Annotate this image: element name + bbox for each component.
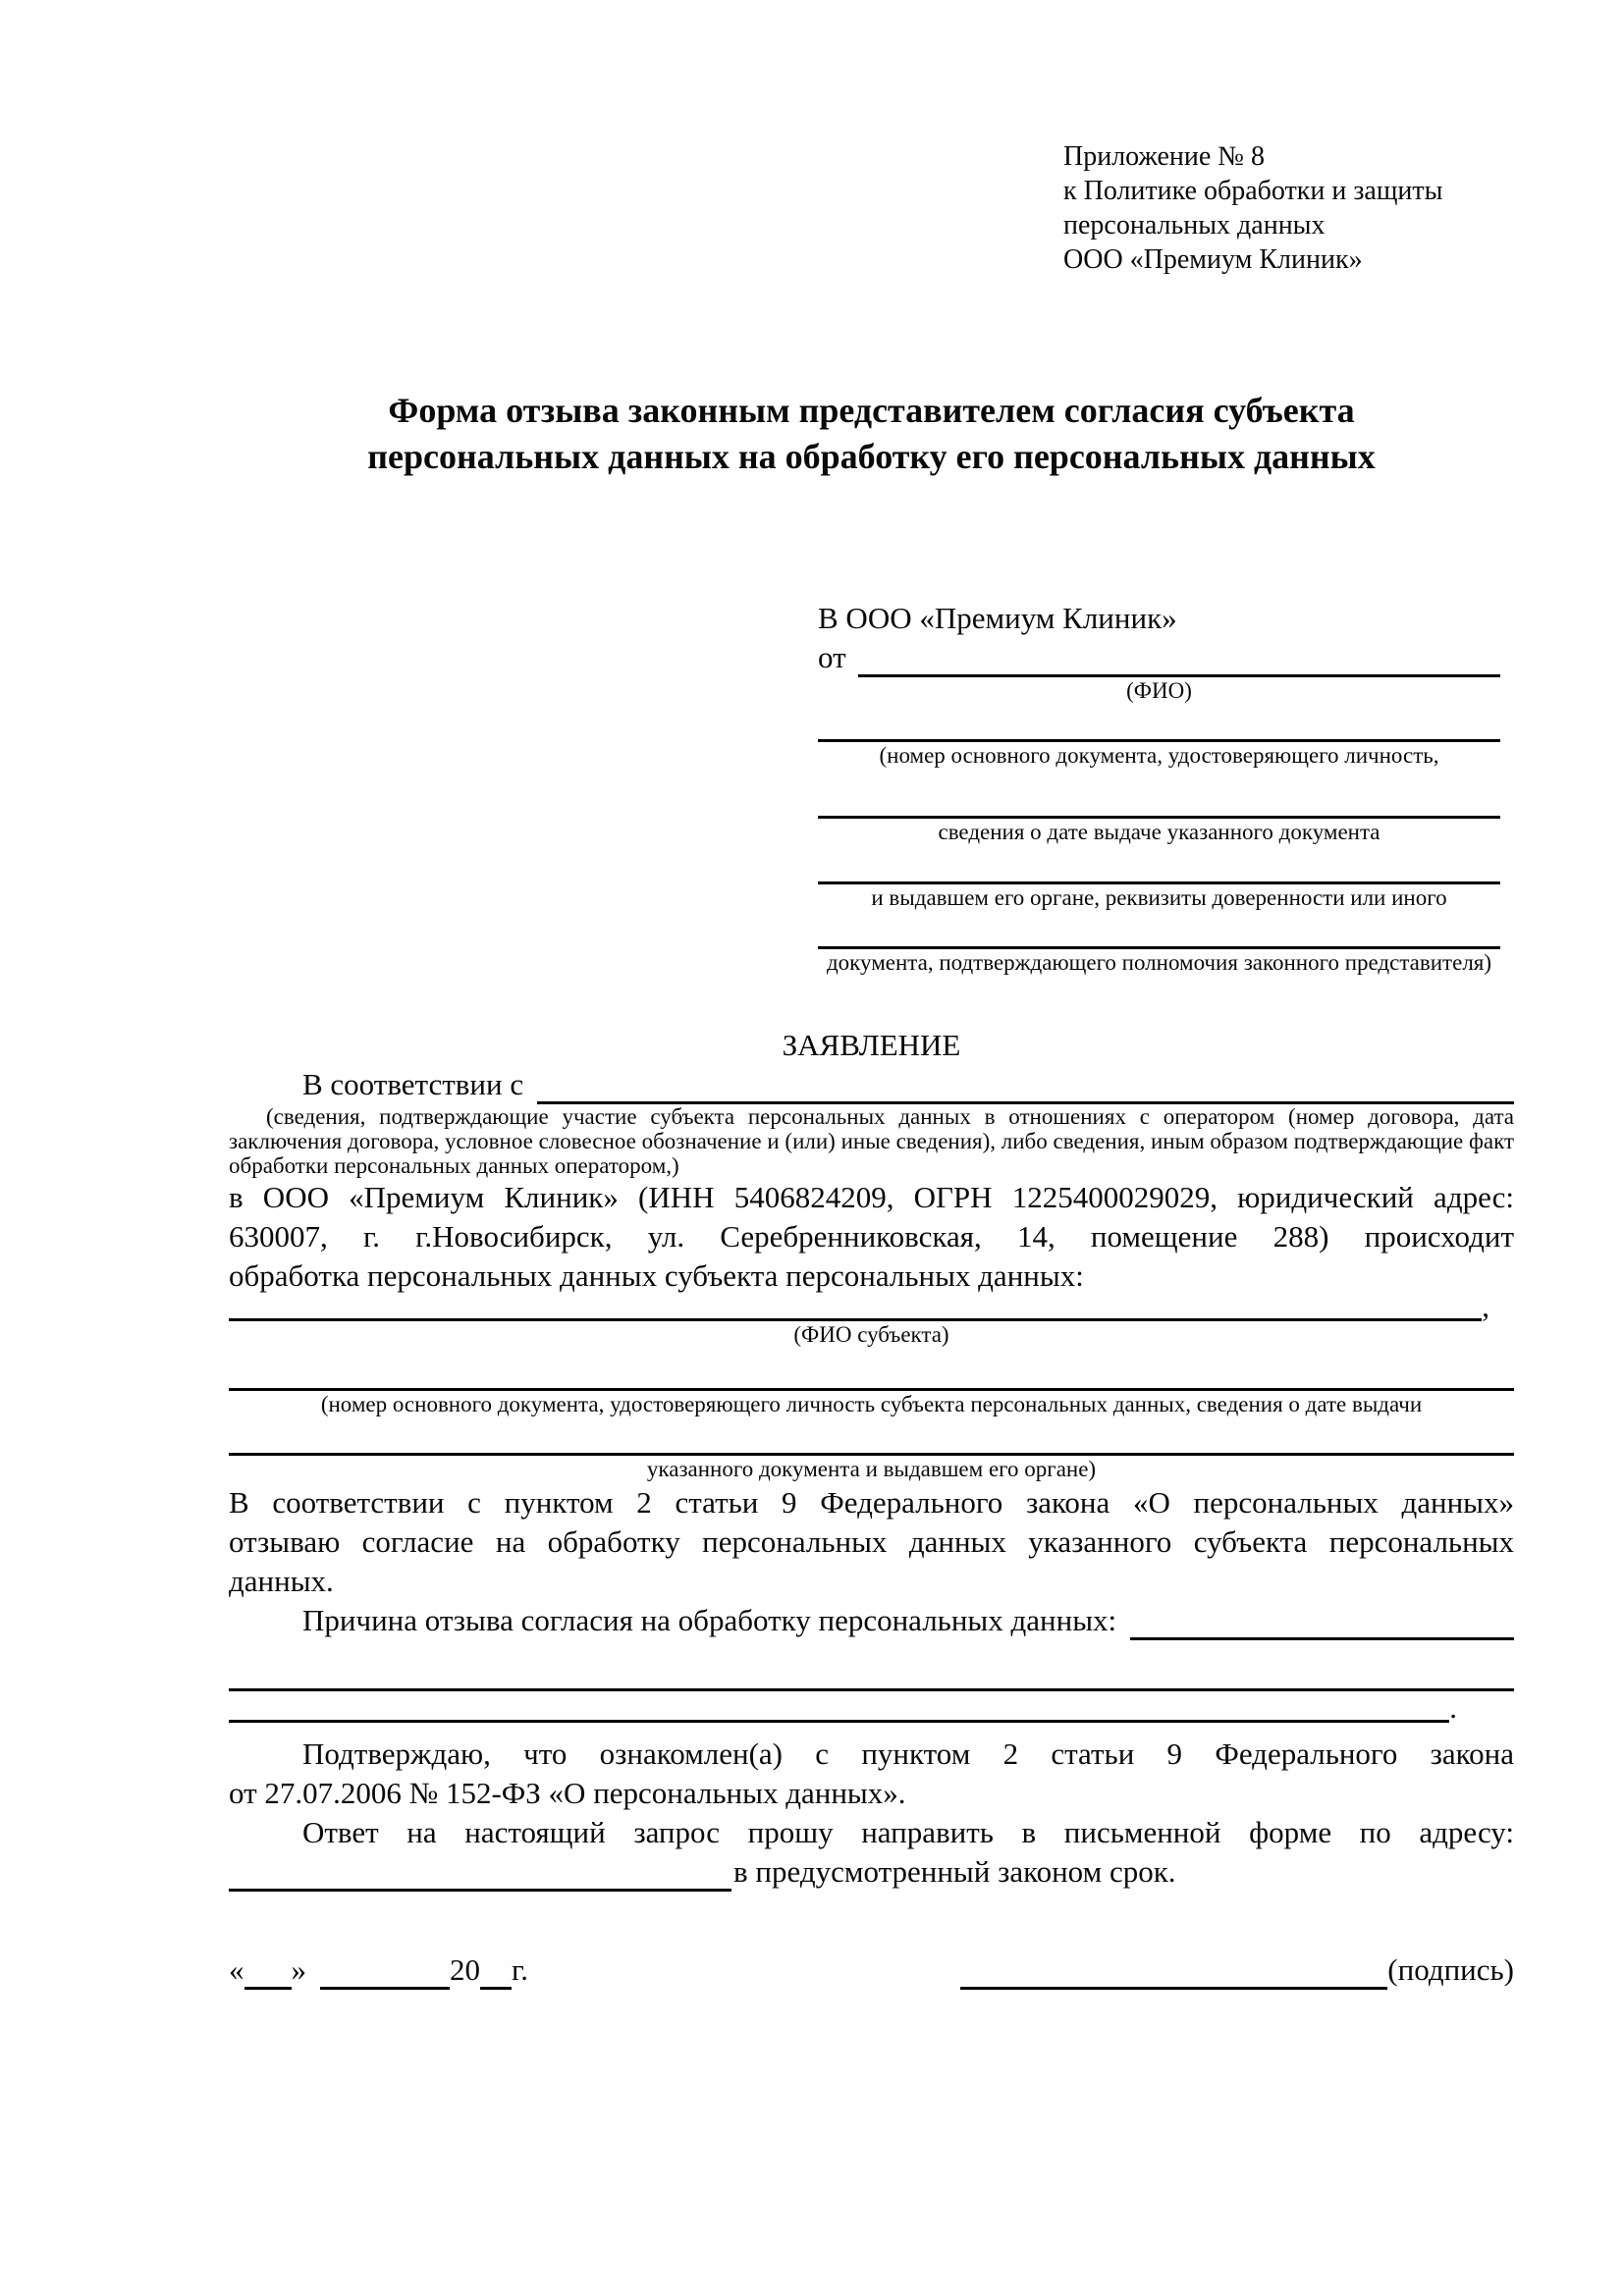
accordance-caption-line: (сведения, подтверждающие участие субъекта персональных данных в отношениях с оператором (номер договора, дата: [266, 1104, 1514, 1129]
date-day-blank: [244, 1987, 292, 1990]
accordance-caption: [229, 1104, 1514, 1178]
fio-caption: (ФИО): [1126, 678, 1192, 703]
date-quote-open: «: [229, 1952, 244, 1987]
appendix-line: Приложение № 8: [1063, 141, 1265, 172]
reply-paragraph-line: Ответ на настоящий запрос прошу направить в письменной форме по адресу:: [302, 1815, 1514, 1849]
reason-row: [229, 1601, 1514, 1640]
date-year-suffix: г.: [512, 1952, 528, 1987]
addressee-to-line: В ООО «Премиум Клиник»: [818, 601, 1177, 635]
operator-paragraph: [229, 1178, 1514, 1296]
accordance-caption-line: заключения договора, условное словесное обозначение и (или) иные сведения), либо сведения, иным образом подтверждающие факт: [229, 1129, 1514, 1153]
signature-blank-line: [960, 1987, 1387, 1990]
reason-blank-line-1: [229, 1640, 1514, 1691]
withdrawal-paragraph: [229, 1483, 1514, 1601]
document-title: Форма отзыва законным представителем согласия субъекта персональных данных на обработку его персональных данных: [367, 391, 1376, 476]
subject-line-comma: ,: [1482, 1289, 1489, 1323]
confirm-paragraph: [229, 1735, 1514, 1813]
footer-row: [229, 1950, 1514, 1990]
issuing-authority-line: [818, 846, 1500, 884]
confirm-paragraph-line: от 27.07.2006 № 152-ФЗ «О персональных данных».: [229, 1776, 906, 1810]
signature-caption: (подпись): [1387, 1952, 1514, 1987]
subject-document-line: [229, 1349, 1514, 1391]
operator-paragraph-line: в ООО «Премиум Клиник» (ИНН 5406824209, ОГРН 1225400029029, юридический адрес:: [229, 1180, 1514, 1214]
date-year-blank: [480, 1987, 512, 1990]
reply-fill-row: [229, 1852, 1514, 1892]
appendix-line: к Политике обработки и защиты: [1063, 176, 1443, 206]
subject-document-line-2: [229, 1418, 1514, 1456]
appendix-block: [1063, 139, 1514, 277]
confirm-paragraph-line: Подтверждаю, что ознакомлен(а) с пунктом 2 статьи 9 Федерального закона: [302, 1736, 1514, 1771]
field-caption: и выдавшем его органе, реквизиты доверенности или иного: [871, 885, 1447, 910]
accordance-row: [229, 1065, 1514, 1104]
date-month-blank: [320, 1987, 450, 1990]
operator-paragraph-line: 630007, г. г.Новосибирск, ул. Серебренниковская, 14, помещение 288) происходит: [229, 1219, 1514, 1254]
from-label: от: [818, 640, 846, 674]
reason-fill-line: [1130, 1637, 1514, 1640]
addressee-block: [818, 599, 1500, 977]
accordance-label: В соответствии с: [302, 1067, 524, 1101]
document-issue-date-line: [818, 770, 1500, 819]
reason-label: Причина отзыва согласия на обработку персональных данных:: [302, 1603, 1117, 1637]
withdrawal-paragraph-line: В соответствии с пунктом 2 статьи 9 Федерального закона «О персональных данных»: [229, 1485, 1514, 1520]
reply-address-line: [229, 1889, 731, 1892]
subject-fio-caption: (ФИО субъекта): [793, 1322, 949, 1347]
subject-fio-row: [229, 1289, 1514, 1323]
field-caption: документа, подтверждающего полномочия законного представителя): [826, 950, 1492, 975]
authority-confirmation-line: [818, 912, 1500, 949]
appendix-line: ООО «Премиум Клиник»: [1063, 244, 1363, 275]
reason-blank-line-2: [229, 1691, 1514, 1723]
date-year-prefix: 20: [450, 1952, 480, 1987]
appendix-line: персональных данных: [1063, 210, 1326, 240]
withdrawal-paragraph-line: отзываю согласие на обработку персональных данных указанного субъекта персональных: [229, 1524, 1514, 1559]
addressee-from-row: [818, 638, 1500, 677]
reply-suffix: в предусмотренный законом срок.: [733, 1854, 1176, 1889]
reason-period: .: [1449, 1690, 1457, 1725]
reason-fill-line-2: [229, 1720, 1449, 1723]
operator-paragraph-line: обработка персональных данных субъекта персональных данных:: [229, 1258, 1084, 1293]
subject-document-caption: (номер основного документа, удостоверяющего личность субъекта персональных данных, сведения о дате выдачи: [320, 1392, 1423, 1416]
field-caption: (номер основного документа, удостоверяющего личность,: [879, 743, 1439, 768]
statement-heading: ЗАЯВЛЕНИЕ: [782, 1028, 961, 1062]
date-quote-close: »: [291, 1952, 306, 1987]
accordance-caption-line: обработки персональных данных оператором,): [229, 1153, 679, 1178]
subject-document-caption-2: указанного документа и выдавшем его органе): [646, 1457, 1097, 1481]
field-caption: сведения о дате выдаче указанного документа: [938, 820, 1380, 844]
withdrawal-paragraph-line: данных.: [229, 1564, 334, 1598]
representative-document-line: [818, 705, 1500, 742]
